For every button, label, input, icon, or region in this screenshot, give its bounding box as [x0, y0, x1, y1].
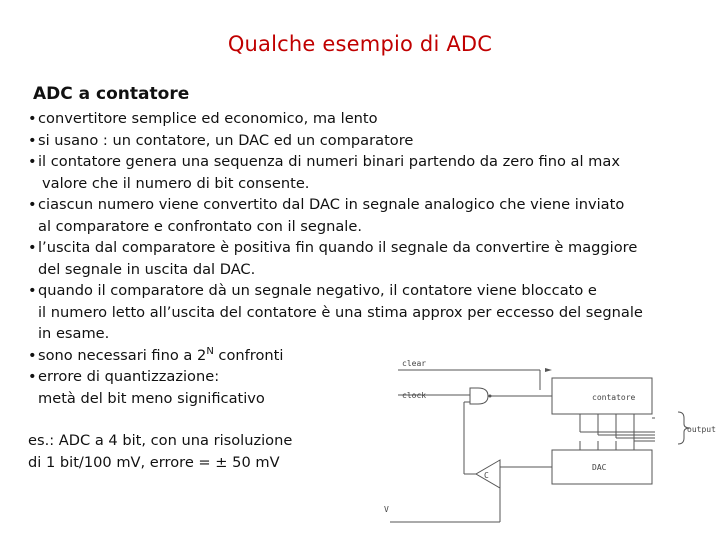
bullet-item: •quando il comparatore dà un segnale negativo, il contatore viene bloccato e il numero letto all’uscita del contatore è una stima approx per eccesso del segnale in esame.	[28, 282, 643, 342]
arrowhead	[545, 368, 552, 372]
example-line-1: es.: ADC a 4 bit, con una risoluzione	[28, 432, 293, 449]
bullet-item: •l’uscita dal comparatore è positiva fin quando il segnale da convertire è maggiore del segnale in uscita dal DAC.	[28, 239, 638, 278]
adc-counter-diagram	[380, 350, 716, 535]
bullet-item: •si usano : un contatore, un DAC ed un comparatore	[28, 131, 414, 149]
label-clear: clear	[402, 359, 427, 368]
label-comparator: C	[484, 471, 489, 480]
section-subtitle: ADC a contatore	[33, 84, 190, 104]
label-clock: clock	[402, 391, 427, 400]
junction-dot	[489, 395, 492, 398]
slide-title: Qualche esempio di ADC	[227, 32, 493, 56]
bullet-item: •convertitore semplice ed economico, ma lento	[28, 110, 378, 127]
label-vin: V	[384, 505, 389, 514]
bullet-item: •errore di quantizzazione: metà del bit meno significativo	[28, 368, 265, 407]
example-line-2: di 1 bit/100 mV, errore = ± 50 mV	[28, 454, 280, 471]
bullet-item: •sono necessari fino a $2^N$ confronti	[28, 345, 284, 364]
example-text	[28, 430, 292, 474]
label-counter: contatore	[592, 393, 636, 402]
bullet-item: •ciascun numero viene convertito dal DAC in segnale analogico che viene inviato al comparatore e confrontato con il segnale.	[28, 196, 625, 235]
label-dac: DAC	[592, 463, 607, 472]
label-output: output	[687, 425, 716, 434]
bullet-item: •il contatore genera una sequenza di numeri binari partendo da zero fino al max valore che il numero di bit consente.	[28, 153, 620, 192]
